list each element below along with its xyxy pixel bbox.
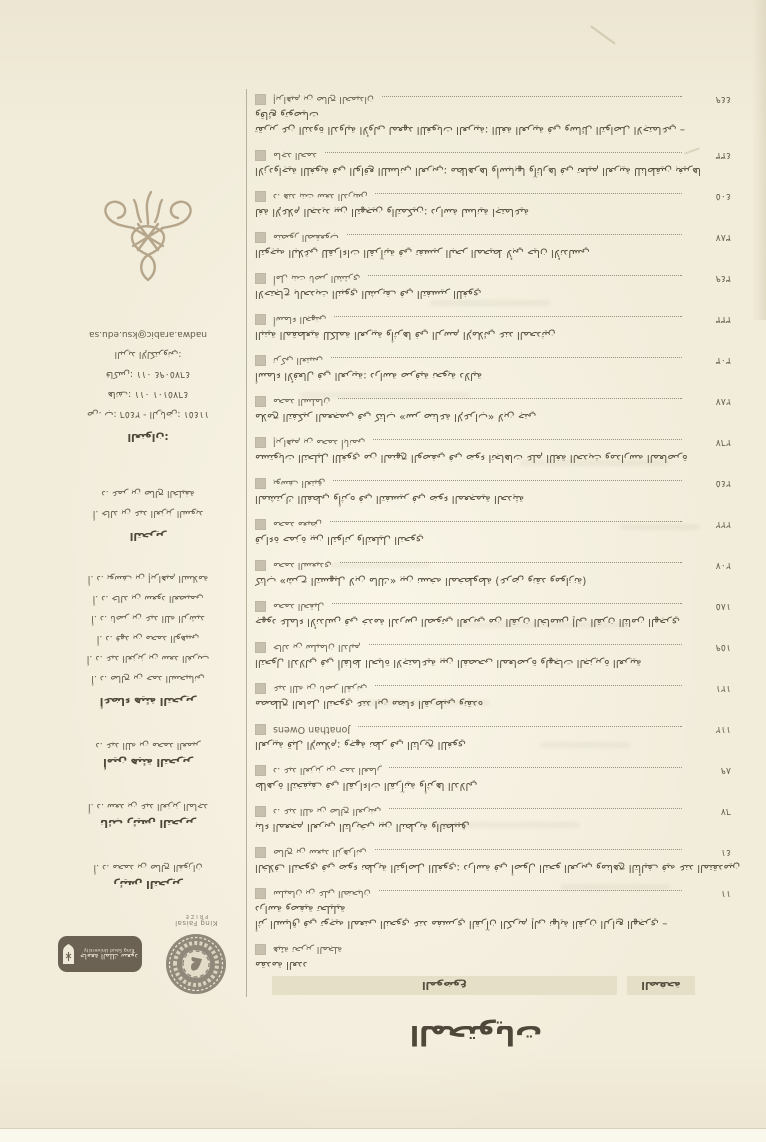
square-bullet-icon: [255, 683, 266, 694]
editorial-board-block: [58, 568, 238, 707]
dotted-leader: [331, 357, 682, 358]
entry-leader-row: [255, 805, 745, 818]
entry-author: Jonathan Owens: [273, 724, 351, 735]
masthead-sidebar: [58, 182, 238, 1004]
entry-page-number: ١٥٩: [715, 642, 731, 653]
entry-page-number: ٣٣٣: [715, 314, 731, 325]
dotted-leader: [358, 726, 682, 727]
editorial-board-list: [58, 568, 238, 688]
staff-member-name: أ. خالد بن عبد العزيز السويد: [92, 508, 204, 519]
entry-title-line: العربية قبل الإسلام: وجهة نظر في التاريخ اللغوي: [255, 739, 466, 751]
dotted-leader: [338, 398, 682, 399]
toc-entry: [255, 395, 745, 424]
square-bullet-icon: [255, 437, 266, 448]
toc-list: [255, 81, 745, 972]
toc-entry: [255, 313, 745, 342]
staff-member-name: أ. د. ناصر بن عبد الله الرشيد: [91, 613, 205, 624]
entry-title: [255, 245, 745, 260]
king-faisal-prize-caption: King Faisal: [174, 919, 218, 927]
entry-title-line: التوجيه البلاغي للقراءات القرآنية في تفسير البحر المحيط لأبي حيان الأندلسي: [255, 247, 590, 259]
entry-title-line: مصطلح العامل النحوي عند ابن مضاء القرطبي ونقده: [255, 698, 484, 710]
entry-author: محمد معيض: [273, 519, 322, 530]
king-faisal-prize-logo: [154, 913, 238, 995]
square-bullet-icon: [255, 191, 266, 202]
editor-roles: [58, 740, 238, 890]
toc-entry: [255, 272, 745, 301]
dotted-leader: [369, 644, 682, 645]
entry-title: [255, 327, 745, 342]
dotted-leader: [382, 96, 682, 97]
contact-block: [58, 324, 238, 443]
dotted-leader: [333, 480, 682, 481]
toc-entry: [255, 600, 745, 629]
contact-heading: العنوان:: [127, 431, 169, 443]
entry-title-line: ظاهرة التخفيف في القراءات القرآنية وأثرها الدلالي: [255, 780, 478, 792]
entry-author: محمد الحقيل: [273, 601, 325, 612]
dotted-leader: [373, 439, 682, 440]
column-divider-rule: [246, 89, 247, 997]
staff-member-name: د. عمر بن صالح الخليفة: [101, 488, 195, 499]
toc-entry: [255, 943, 745, 972]
dotted-leader: [334, 316, 682, 317]
entry-author: تركي العتيبي: [273, 355, 323, 366]
calligraphic-ornament-icon: [98, 186, 198, 286]
entry-title-line: كتاب «شرح التسهيل لابن مالك» بين نسخه المخطوطة (عرض ونقد وموازنة): [255, 575, 587, 587]
role-block: [58, 862, 238, 890]
entry-title: [255, 614, 745, 629]
toc-entry: [255, 846, 745, 875]
staff-member-name: أ. د. يوسف بن إبراهيم السلامة: [87, 573, 209, 584]
entry-page-number: ٢٤٥: [715, 478, 731, 489]
entry-author: سليمان بن علي الضحيان: [273, 888, 371, 899]
square-bullet-icon: [255, 519, 266, 530]
entry-title-line: قراءة حمزة بين التواتر والتعليل النحوي: [255, 534, 424, 546]
editing-staff-list: [58, 483, 238, 523]
entry-author: إبراهيم بن محمد أبانمي: [273, 437, 366, 448]
entry-leader-row: [255, 846, 745, 859]
entry-leader-row: [255, 190, 745, 203]
entry-page-number: ١٢١: [715, 683, 731, 694]
square-bullet-icon: [255, 396, 266, 407]
toc-entry: [255, 682, 745, 711]
contact-line: فاكس: ٠١١ ٤٦٧٥٠٩٤: [105, 369, 191, 380]
entry-title: [255, 737, 745, 752]
entry-leader-row: [255, 436, 745, 449]
entry-page-number: ٢٦٧: [715, 437, 731, 448]
entry-title-line: المشترك اللفظي وأثره في التفسير في ضوء المعجمية الحديثة: [255, 493, 525, 505]
role-title: أمين هيئة التحرير: [103, 756, 193, 768]
contact-line: هاتف: ٠١١ ٤٦٧٥١٠١: [107, 389, 189, 400]
role-name: أ. د. سعد بن عبد العزيز الماجد: [88, 801, 208, 812]
entry-title-line: أسماء الأفعال في العربية: دراسة صرفية نحوية دلالية: [255, 370, 483, 382]
toc-entry: [255, 477, 745, 506]
entry-author: منصور الصقعوب: [273, 232, 339, 243]
entry-page-number: ٤٠٥: [715, 191, 731, 202]
entry-author: أمل بنت ناصر الشثري: [273, 273, 361, 284]
entry-title: [255, 655, 745, 670]
entry-title: [255, 107, 745, 137]
entry-title: [255, 450, 745, 465]
entry-title: [255, 860, 745, 875]
dotted-leader: [379, 890, 682, 891]
square-bullet-icon: [255, 232, 266, 243]
entry-title-line: جهود علماء الأندلس في خدمة الدرس الصوتي العربي من القرن الخامس إلى القرن الثامن الهجري: [255, 616, 680, 628]
editorial-board-heading: أعضاء هيئة التحرير: [99, 695, 197, 707]
square-bullet-icon: [255, 847, 266, 858]
entry-leader-row: [255, 682, 745, 695]
entry-leader-row: [255, 943, 745, 956]
entry-title-line: دراسة وصفية تحليلية: [255, 903, 346, 915]
dotted-leader: [332, 603, 682, 604]
staff-member-name: أ. د. عبد العزيز بن سعد الغريب: [86, 653, 210, 664]
entry-page-number: ١١: [720, 888, 731, 899]
entry-title: [255, 573, 745, 588]
square-bullet-icon: [255, 314, 266, 325]
entry-leader-row: [255, 272, 745, 285]
entry-leader-row: [255, 354, 745, 367]
entry-author: إبراهيم بن صالح الحميدان: [273, 94, 374, 105]
ksu-name-english: King Saud University: [83, 947, 135, 953]
role-name: أ. د. محمد بن صالح الفوزان: [93, 862, 203, 873]
entry-author: محمد السعيدي: [273, 560, 332, 571]
entry-page-number: ٤١: [720, 847, 731, 858]
entry-page-number: ٢٢٢: [715, 519, 731, 530]
toc-entry: [255, 149, 745, 178]
entry-title-line: مستويات التحليل اللغوي من المنهج الوصفي في ضوء اتجاهات علم اللغة الحديث ومدارسه المعاصرة: [255, 452, 688, 464]
entry-leader-row: [255, 641, 745, 654]
staff-member-name: أ. د. فهد بن محمد الوهيبي: [96, 633, 200, 644]
entry-leader-row: [255, 93, 745, 106]
entry-title-line: أثر السياق في توجيه المعنى النحوي عند مفسري القرآن الكريم إلى نهاية القرن الرابع الهجري –: [255, 918, 668, 930]
entry-title: [255, 491, 745, 506]
toc-entry: [255, 559, 745, 588]
entry-author: د. هند بنت سعد الدريس: [273, 191, 368, 202]
entry-page-number: ٤٣٣: [715, 150, 731, 161]
dotted-leader: [389, 808, 682, 809]
square-bullet-icon: [255, 273, 266, 284]
entry-title-line: وقائع وتوصيات: [255, 109, 319, 121]
entry-title-line: مقدمة العدد: [255, 959, 308, 971]
entry-page-number: ١١٢: [715, 724, 731, 735]
page-column-header: [627, 976, 695, 995]
entry-page-number: ٣٨٧: [715, 232, 731, 243]
entry-title: [255, 901, 745, 931]
entry-author: أسماء الجهني: [273, 314, 327, 325]
contact-line: البريد الإلكتروني:: [114, 349, 182, 360]
toc-entry: [255, 190, 745, 219]
square-bullet-icon: [255, 478, 266, 489]
toc-entry: [255, 764, 745, 793]
square-bullet-icon: [255, 765, 266, 776]
entry-author: د. عبد الله بن صالح العريني: [273, 806, 382, 817]
entry-title: [255, 286, 745, 301]
toc-header-bar: [272, 976, 695, 995]
dotted-leader: [375, 849, 682, 850]
king-saud-university-logo: [58, 936, 142, 972]
toc-entry: [255, 354, 745, 383]
entry-title-line: البنية المقطعية للكلمة العربية وأثرها في الرسم الإملائي عند المحدثين: [255, 329, 556, 341]
entry-title-line: لغة الإعلام الجديد بين التهجين والتمكين: دراسة لسانية اجتماعية: [255, 206, 529, 218]
entry-page-number: ٣٠٣: [715, 355, 731, 366]
entry-title-line: الازدواجية اللغوية في الواقع اللساني العربي: مظاهرها وأسبابها وآثارها في تعليم العربية للناطقين بغيرها: [255, 165, 701, 177]
entry-title: [255, 368, 745, 383]
entry-title-line: بناء المعجم العربي التاريخي بين النظرية والتطبيق: [255, 821, 470, 833]
king-faisal-prize-subcaption: PRIZE: [183, 913, 209, 919]
entry-page-number: ٢٠٧: [715, 560, 731, 571]
entry-leader-row: [255, 723, 745, 736]
entry-leader-row: [255, 313, 745, 326]
entry-title-line: التحول الدلالي في ألفاظ الحياة الاجتماعية بين الفصحى المعاصرة ولهجات الجزيرة العربية: [255, 657, 642, 669]
entry-leader-row: [255, 477, 745, 490]
dotted-leader: [340, 562, 682, 563]
king-faisal-prize-seal-icon: [165, 933, 227, 995]
subject-label: الموضوع: [421, 979, 468, 992]
toc-entry: [255, 93, 745, 137]
toc-entry: [255, 641, 745, 670]
dotted-leader: [375, 193, 682, 194]
square-bullet-icon: [255, 560, 266, 571]
square-bullet-icon: [255, 944, 266, 955]
toc-entry: [255, 436, 745, 465]
entry-title: [255, 532, 745, 547]
entry-page-number: ٤٤٩: [715, 94, 731, 105]
logos-row: [58, 904, 238, 1004]
entry-title: [255, 778, 745, 793]
entry-author: يوسف العتيق: [273, 478, 326, 489]
square-bullet-icon: [255, 724, 266, 735]
entry-author: صالح بن سعيد الزهراني: [273, 847, 367, 858]
editing-heading: التحرير: [129, 530, 167, 542]
entry-title: [255, 204, 745, 219]
entry-leader-row: [255, 395, 745, 408]
dotted-leader: [330, 521, 682, 522]
contact-line: ص. ب: ٢٤٥٦ - الرياض: ١١٤٥١: [86, 409, 210, 420]
entry-page-number: ٦٧: [720, 806, 731, 817]
entry-page-number: ٢٨٧: [715, 396, 731, 407]
role-block: [58, 740, 238, 768]
role-title: نائب رئيس التحرير: [100, 817, 196, 829]
page-label: الصفحة: [641, 979, 681, 992]
dotted-leader: [347, 234, 682, 235]
entry-title: [255, 409, 745, 424]
toc-entry: [255, 887, 745, 931]
entry-leader-row: [255, 149, 745, 162]
page-title: المحتويات: [409, 1019, 543, 1050]
role-block: [58, 801, 238, 829]
dotted-leader: [375, 685, 682, 686]
entry-author: خالد بن سليمان الدليم: [273, 642, 361, 653]
entry-title: [255, 163, 745, 178]
entry-title: [255, 819, 745, 834]
entry-title-line: ملامح التفكير المعجمي في كتاب «سر صناعة الإعراب» لابن جني: [255, 411, 537, 423]
staff-member-name: أ. د. خالد بن سعود العصيمي: [92, 593, 204, 604]
entry-page-number: ٣٤٩: [715, 273, 731, 284]
square-bullet-icon: [255, 94, 266, 105]
entry-title-line: الخلاف النحوي في ضوء نظرية التواصل اللغوي: دراسة في أصول النحو العربي ومناهج التأليف فيه عند المتقدمين: [255, 862, 741, 874]
dotted-leader: [325, 152, 682, 153]
toc-entry: [255, 723, 745, 752]
role-title: رئيس التحرير: [113, 878, 183, 890]
entry-leader-row: [255, 764, 745, 777]
editing-staff-block: [58, 483, 238, 542]
entry-title-line: الاحتجاج بالحديث النبوي الشريف في التفسير اللغوي: [255, 288, 482, 300]
entry-title: [255, 696, 745, 711]
toc-entry: [255, 805, 745, 834]
contact-lines: [58, 344, 238, 424]
entry-leader-row: [255, 231, 745, 244]
entry-author: هيئة تحرير المجلة: [273, 944, 343, 955]
toc-entry: [255, 231, 745, 260]
square-bullet-icon: [255, 150, 266, 161]
square-bullet-icon: [255, 355, 266, 366]
contact-email: nadwa.arabic@ksu.edu.sa: [88, 329, 208, 339]
subject-column-header: [272, 976, 617, 995]
entry-leader-row: [255, 559, 745, 572]
square-bullet-icon: [255, 888, 266, 899]
entry-author: محمد السلمان: [273, 396, 331, 407]
toc-entry: [255, 518, 745, 547]
ksu-shield-icon: [62, 943, 75, 965]
square-bullet-icon: [255, 601, 266, 612]
ksu-logo-text: [80, 947, 138, 962]
entry-title: [255, 957, 745, 972]
entry-leader-row: [255, 518, 745, 531]
entry-author: ماجد الحمد: [273, 150, 318, 161]
entry-page-number: ٨٩: [720, 765, 731, 776]
dotted-leader: [389, 767, 682, 768]
role-name: د. عبد الله بن محمد العمير: [95, 740, 201, 751]
square-bullet-icon: [255, 642, 266, 653]
entry-leader-row: [255, 887, 745, 900]
entry-title-line: تقرير عن الندوة الدولية الأولى لمعهد اللغويات العربية: اللغة العربية في وسائل التواصل الاجتماعي –: [255, 124, 686, 136]
ksu-name-arabic: جامعة الملك سعود: [80, 952, 138, 962]
staff-member-name: أ. د. صالح بن حمد السحيباني: [91, 673, 205, 684]
entry-author: عبد الله بن ناصر القرني: [273, 683, 368, 694]
entry-page-number: ١٨٥: [715, 601, 731, 612]
entry-author: د. عبد العزيز بن حمد العمار: [273, 765, 382, 776]
dotted-leader: [368, 275, 682, 276]
square-bullet-icon: [255, 806, 266, 817]
entry-leader-row: [255, 600, 745, 613]
